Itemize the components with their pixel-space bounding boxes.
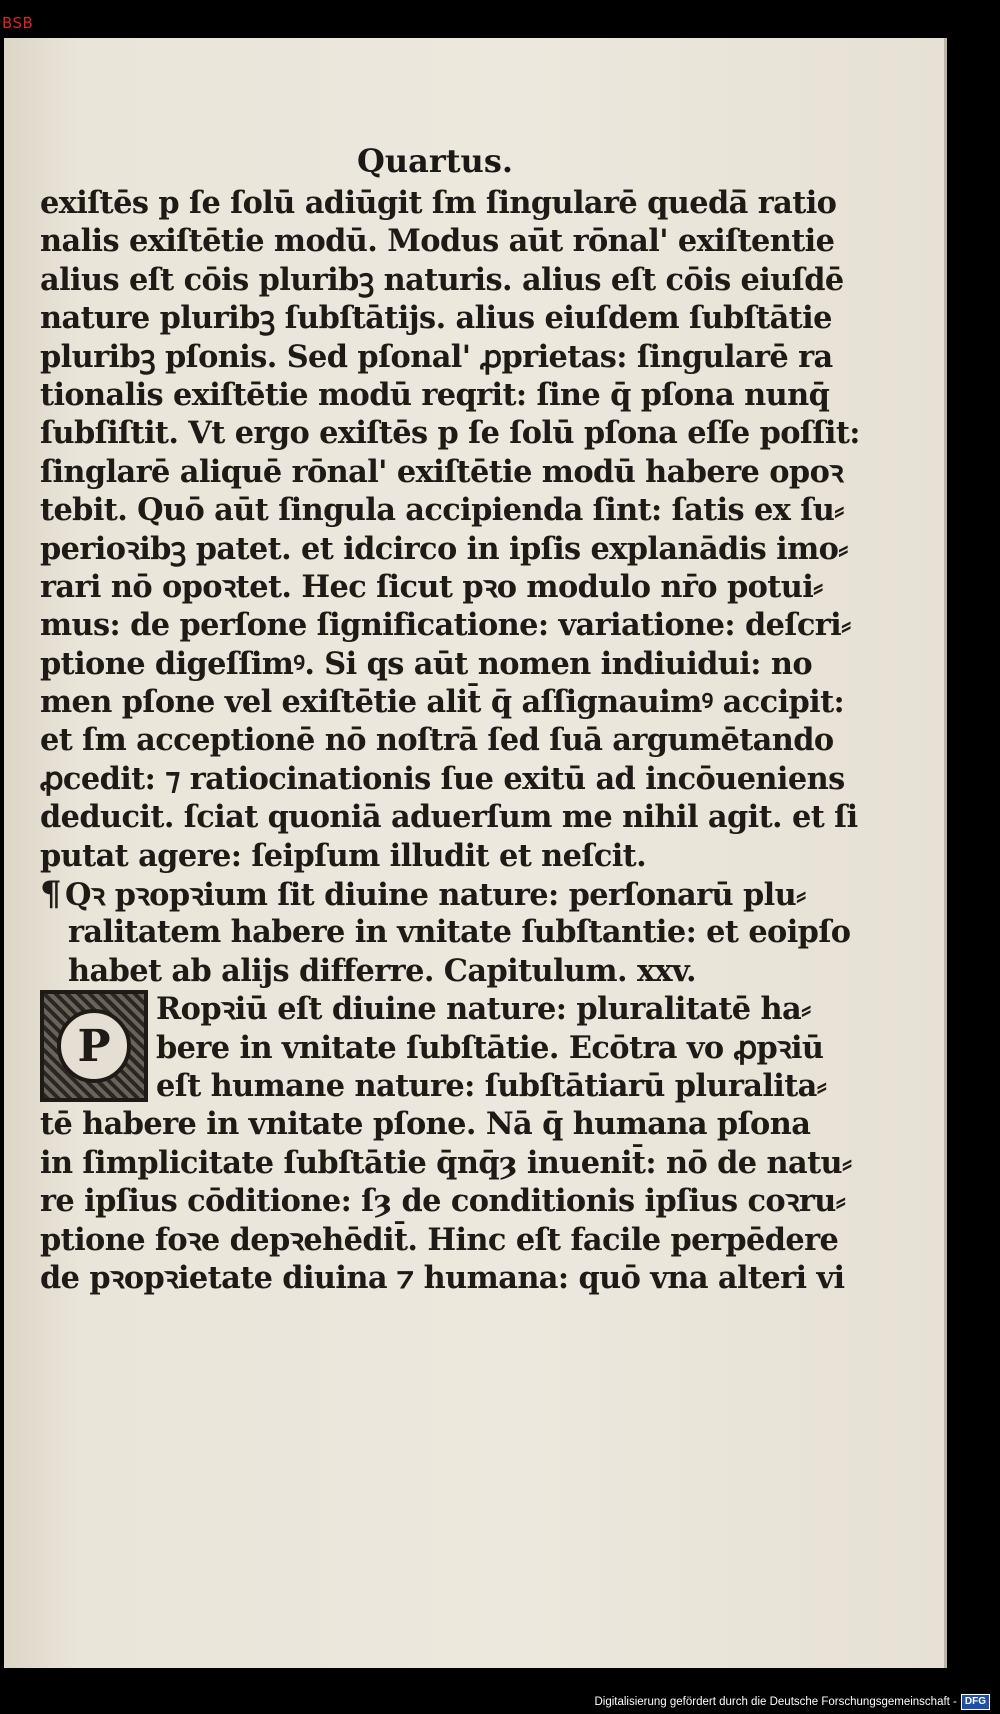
text-line: tionalis exiſtētie modū reqrit: ſine q̄ pſona nunq̄ bbox=[40, 376, 830, 413]
text-line: alius eſt cōis pluribꝫ naturis. alius eſt cōis eiuſdē bbox=[40, 261, 844, 298]
text-line: ſubſiſtit. Vt ergo exiſtēs p ſe ſolū pſona eſſe poſſit: bbox=[40, 415, 860, 452]
chapter-heading-line: habet ab alijs differre. Capitulum. xxv. bbox=[68, 952, 696, 989]
decorated-initial-letter: P bbox=[57, 1009, 131, 1083]
text-line: tē habere in vnitate pſone. Nā q̄ humana pſona bbox=[40, 1106, 811, 1143]
text-line: pluribꝫ pſonis. Sed pſonal' ꝓprietas: ſingularē ra bbox=[40, 338, 833, 375]
chapter-heading-line: ¶ Qꝛ pꝛopꝛium ſit diuine nature: perſonarū plu⸗ bbox=[40, 874, 806, 915]
text-line: eſt humane nature: ſubſtātiarū pluralita⸗ bbox=[156, 1067, 827, 1104]
library-mark: BSB bbox=[2, 14, 34, 32]
text-line: perioꝛibꝫ patet. et idcirco in ipſis explanādis imo⸗ bbox=[40, 530, 848, 567]
text-line: putat agere: ſeipſum illudit et neſcit. bbox=[40, 837, 647, 874]
text-line: exiſtēs p ſe ſolū adiūgit ſm ſingularē quedā̄ ratio bbox=[40, 185, 837, 221]
text-line: ꝓcedit: ⁊ ratiocinationis ſue exitū ad incōueniens bbox=[40, 760, 845, 797]
chapter-heading bbox=[40, 874, 851, 990]
footer-credit bbox=[594, 1694, 990, 1710]
text-line: rari nō opoꝛtet. Hec ſicut pꝛo modulo nr̄o potui⸗ bbox=[40, 568, 823, 605]
text-line: deducit. ſciat quoniā aduerſum me nihil agit. et ſi bbox=[40, 799, 858, 836]
dfg-logo: DFG bbox=[961, 1694, 990, 1710]
text-line: mus: de perſone ſignificatione: variatione: deſcri⸗ bbox=[40, 607, 851, 644]
funding-credit-text: Digitalisierung gefördert durch die Deutsche Forschungsgemeinschaft - bbox=[594, 1696, 957, 1708]
text-line: bere in vnitate ſubſtātie. Ecōtra vo ꝓpꝛiū bbox=[156, 1029, 824, 1066]
text-line: et ſm acceptionē nō noſtrā ſed ſuā argumētando bbox=[40, 722, 834, 759]
text-line: men pſone vel exiſtētie alit̄ q̄ aſſignauimꝰ accipit: bbox=[40, 684, 845, 721]
text-line: nature pluribꝫ ſubſtātijs. alius eiuſdem ſubſtātie bbox=[40, 300, 832, 337]
paragraph-before bbox=[40, 184, 860, 875]
chapter-body bbox=[40, 990, 852, 1297]
text-line: nalis exiſtētie modū. Modus aūt rōnal' exiſtentie bbox=[40, 223, 835, 260]
text-line: de pꝛopꝛietate diuina ⁊ humana: quō vna alteri vi bbox=[40, 1259, 845, 1296]
book-page bbox=[4, 38, 947, 1668]
running-head: Quartus. bbox=[357, 142, 513, 180]
decorated-initial bbox=[40, 990, 148, 1102]
text-line: ſinglarē aliquē rōnal' exiſtētie modū habere opoꝛ bbox=[40, 453, 844, 490]
text-line: in ſimplicitate ſubſtātie q̄nq̄ȝ inuenit̄: nō de natu⸗ bbox=[40, 1144, 852, 1181]
page-text-block bbox=[40, 142, 860, 1297]
chapter-heading-line: ralitatem habere in vnitate ſubſtantie: et eoipſo bbox=[68, 914, 851, 951]
text-line: ptione foꝛe depꝛehēdit̄. Hinc eſt facile perpēdere bbox=[40, 1221, 839, 1258]
text-line: tebit. Quō aūt ſingula accipienda ſint: ſatis ex ſu⸗ bbox=[40, 492, 844, 529]
text-line: ptione digeſſimꝰ. Si qs aūt nomen indiuidui: no bbox=[40, 645, 812, 682]
text-line: Ropꝛiū eſt diuine nature: pluralitatē ha⸗ bbox=[156, 991, 811, 1028]
pilcrow-icon: ¶ bbox=[40, 874, 62, 915]
text-line: re ipſius cōditione: ſȝ de conditionis ipſius coꝛru⸗ bbox=[40, 1183, 846, 1220]
